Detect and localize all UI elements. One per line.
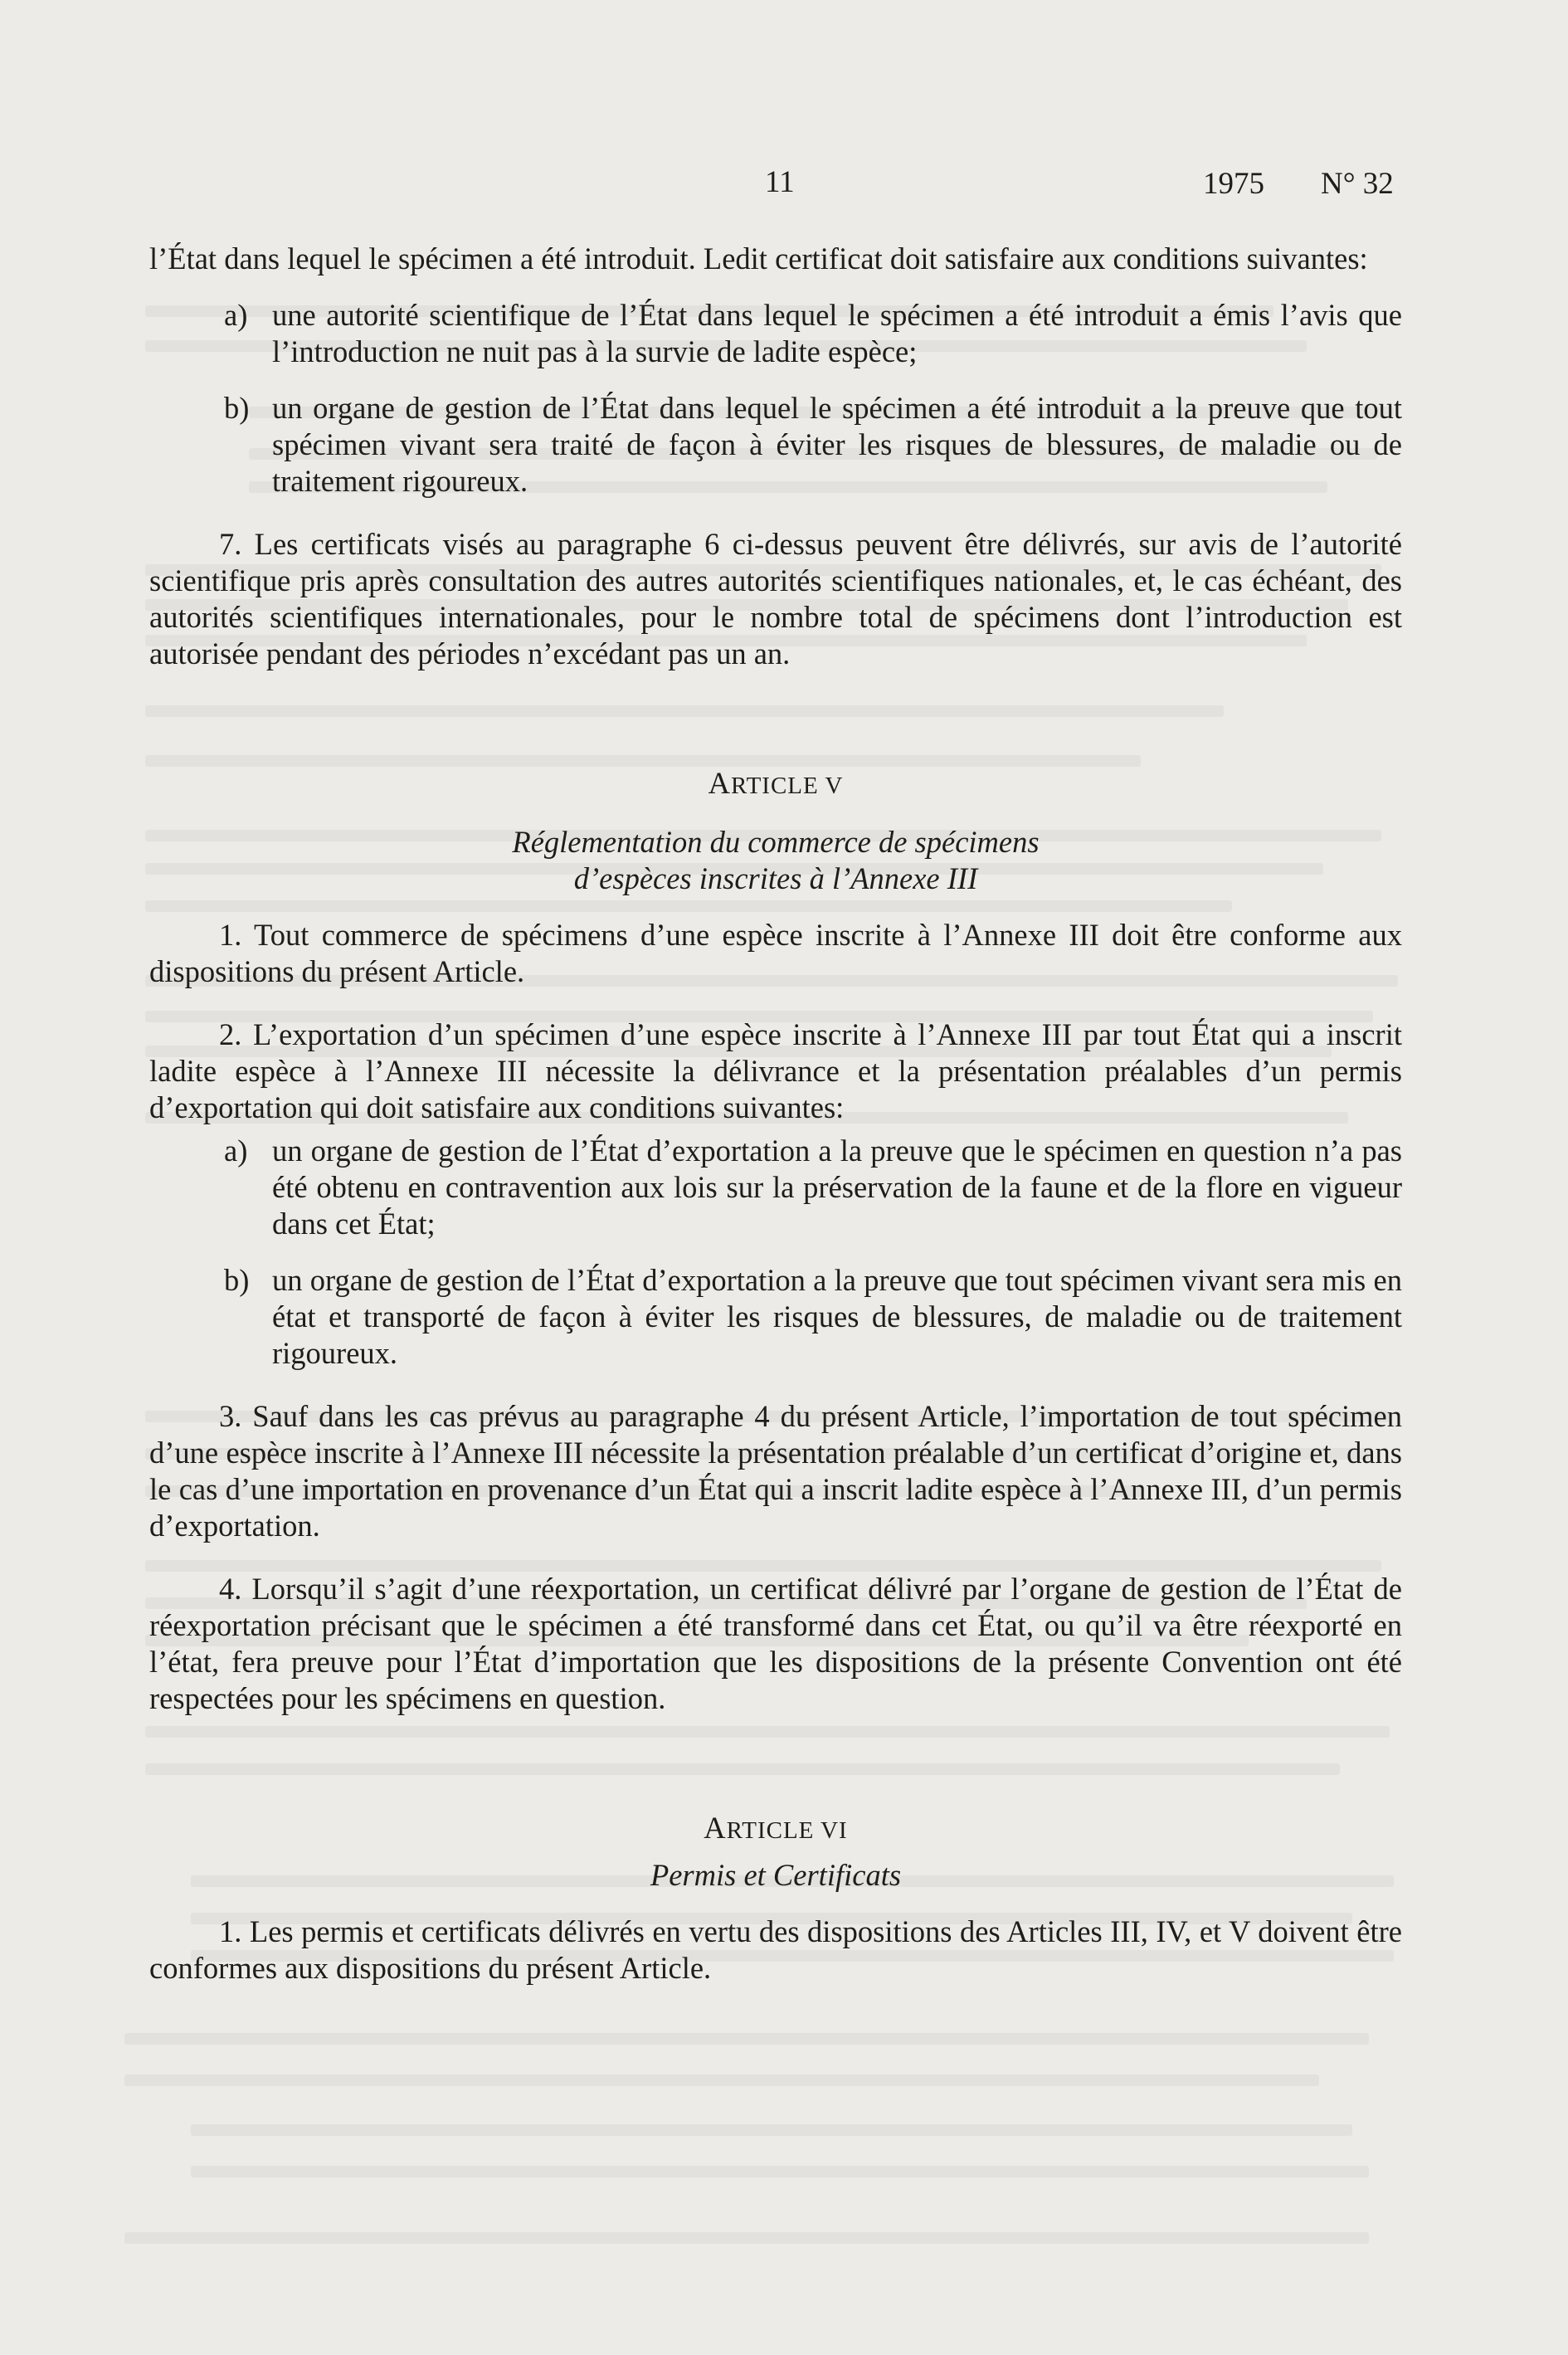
article-vi-paragraph-1: 1. Les permis et certificats délivrés en vertu des dispositions des Articles III, IV, et V doivent être conformes aux dispositions du présent Article.	[149, 1914, 1402, 1985]
list-item	[149, 1133, 1402, 1242]
article-v-paragraph-3: 3. Sauf dans les cas prévus au paragraphe 4 du présent Article, l’importation de tout spécimen d’une espèce inscrite à l’Annexe III nécessite la présentation préalable d’un certificat d’origine et, dans le cas d’une importation en provenance d’un État qui a inscrit ladite espèce à l’Annexe III, d’un permis d’exportation.	[149, 1399, 1402, 1543]
item-text: un organe de gestion de l’État dans lequel le spécimen a été introduit a la preuve que tout spécimen vivant sera traité de façon à éviter les risques de blessures, de maladie ou de traitement rigoureux.	[272, 391, 1402, 498]
treaty-year: 1975	[1203, 167, 1264, 201]
article-v-paragraph-2: 2. L’exportation d’un spécimen d’une espèce inscrite à l’Annexe III par tout État qui a inscrit ladite espèce à l’Annexe III nécessite la délivrance et la présentation préalables d’un permis d’exportation qui doit satisfaire aux conditions suivantes:	[149, 1017, 1402, 1124]
item-label: b)	[224, 1263, 250, 1297]
list-item	[149, 297, 1402, 370]
item-text: un organe de gestion de l’État d’exportation a la preuve que le spécimen en question n’a pas été obtenu en contravention aux lois sur la préservation de la faune et de la flore en vigueur dans cet État;	[272, 1134, 1402, 1241]
list-item	[149, 1262, 1402, 1372]
item-label: a)	[224, 1134, 248, 1168]
item-label: a)	[224, 298, 248, 332]
page-header	[0, 164, 1568, 206]
item-label: b)	[224, 391, 250, 425]
page-number: 11	[765, 165, 795, 199]
item-text: un organe de gestion de l’État d’exportation a la preuve que tout spécimen vivant sera mis en état et transporté de façon à éviter les risques de blessures, de maladie ou de traitement rigoureux.	[272, 1263, 1402, 1370]
paragraph-7: 7. Les certificats visés au paragraphe 6 ci-dessus peuvent être délivrés, sur avis de l’autorité scientifique pris après consultation des autres autorités scientifiques nationales, et, le cas échéant, des autorités scientifiques internationales, pour le nombre total de spécimens dont l’introduction est autorisée pendant des périodes n’excédant pas un an.	[149, 527, 1402, 670]
list-item	[149, 390, 1402, 500]
article-v-subtitle-line2: d’espèces inscrites à l’Annexe III	[573, 861, 978, 895]
continued-paragraph: l’État dans lequel le spécimen a été introduit. Ledit certificat doit satisfaire aux conditions suivantes:	[149, 241, 1368, 275]
article-vi-subtitle: Permis et Certificats	[650, 1858, 902, 1892]
article-v-paragraph-1: 1. Tout commerce de spécimens d’une espèce inscrite à l’Annexe III doit être conforme aux dispositions du présent Article.	[149, 918, 1402, 988]
article-vi-title: ARTICLE VI	[704, 1811, 848, 1845]
item-text: une autorité scientifique de l’État dans lequel le spécimen a été introduit a émis l’avis que l’introduction ne nuit pas à la survie de ladite espèce;	[272, 298, 1402, 368]
treaty-number: N° 32	[1321, 167, 1394, 201]
article-v-subtitle-line1: Réglementation du commerce de spécimens	[512, 825, 1040, 859]
article-v-paragraph-4: 4. Lorsqu’il s’agit d’une réexportation, un certificat délivré par l’organe de gestion de l’État de réexportation précisant que le spécimen a été transformé dans cet État, ou qu’il va être réexporté en l’état, fera preuve pour l’État d’importation que les dispositions de la présente Convention ont été respectées pour les spécimens en question.	[149, 1572, 1402, 1715]
article-v-title: ARTICLE V	[708, 766, 844, 800]
page-body	[149, 241, 1402, 1987]
